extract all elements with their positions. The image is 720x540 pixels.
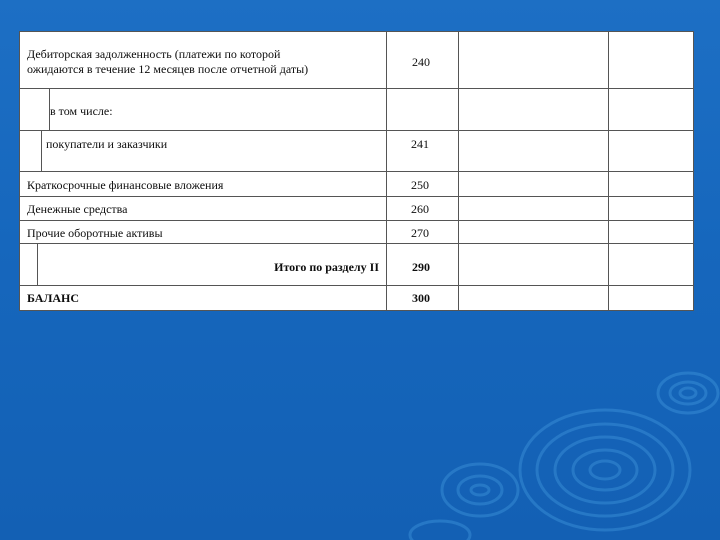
row-code: 260: [411, 202, 429, 216]
row-label: покупатели и заказчики: [46, 137, 168, 151]
table-row-240-label: [19, 31, 387, 89]
table-row-290-label: [19, 243, 387, 286]
table-cell-300-col4: [608, 285, 694, 311]
table-row-260-label: [19, 196, 387, 221]
balance-table: [19, 31, 694, 311]
row-code: 300: [412, 291, 430, 305]
table-row-290-code: [386, 243, 459, 286]
table-inner-rule: [49, 88, 50, 130]
table-row-240-code: [386, 31, 459, 89]
table-cell-270-col4: [608, 220, 694, 244]
row-code: 250: [411, 178, 429, 192]
table-cell-including-col4: [608, 88, 694, 131]
table-row-260-code: [386, 196, 459, 221]
table-cell-260-col4: [608, 196, 694, 221]
table-cell-240-col4: [608, 31, 694, 89]
table-row-300-label: [19, 285, 387, 311]
row-code: 241: [411, 137, 429, 151]
row-code: 290: [412, 260, 430, 274]
table-inner-rule: [37, 243, 38, 286]
table-row-270-code: [386, 220, 459, 244]
table-cell-300-col3: [458, 285, 609, 311]
row-label: Денежные средства: [27, 202, 128, 216]
table-cell-250-col4: [608, 171, 694, 197]
row-label: Прочие оборотные активы: [27, 226, 163, 240]
table-row-300-code: [386, 285, 459, 311]
row-label-line1: Дебиторская задолженность (платежи по которой: [27, 47, 281, 61]
table-cell-250-col3: [458, 171, 609, 197]
table-row-250-code: [386, 171, 459, 197]
table-row-including-code: [386, 88, 459, 131]
row-label: Итого по разделу II: [274, 260, 379, 274]
row-label: в том числе:: [50, 104, 113, 118]
table-row-241-label: [19, 130, 387, 172]
table-cell-290-col4: [608, 243, 694, 286]
row-label: БАЛАНС: [27, 291, 80, 305]
table-cell-241-col3: [458, 130, 609, 172]
row-label: Краткосрочные финансовые вложения: [27, 178, 224, 192]
table-cell-241-col4: [608, 130, 694, 172]
row-label-line2: ожидаются в течение 12 месяцев после отчетной даты): [27, 62, 309, 76]
table-cell-240-col3: [458, 31, 609, 89]
table-row-241-code: [386, 130, 459, 172]
table-cell-260-col3: [458, 196, 609, 221]
table-row-including-label: [19, 88, 387, 131]
row-code: 240: [412, 55, 430, 69]
table-cell-270-col3: [458, 220, 609, 244]
row-code: 270: [411, 226, 429, 240]
table-row-270-label: [19, 220, 387, 244]
table-cell-290-col3: [458, 243, 609, 286]
table-cell-including-col3: [458, 88, 609, 131]
table-row-250-label: [19, 171, 387, 197]
table-inner-rule: [41, 130, 42, 172]
